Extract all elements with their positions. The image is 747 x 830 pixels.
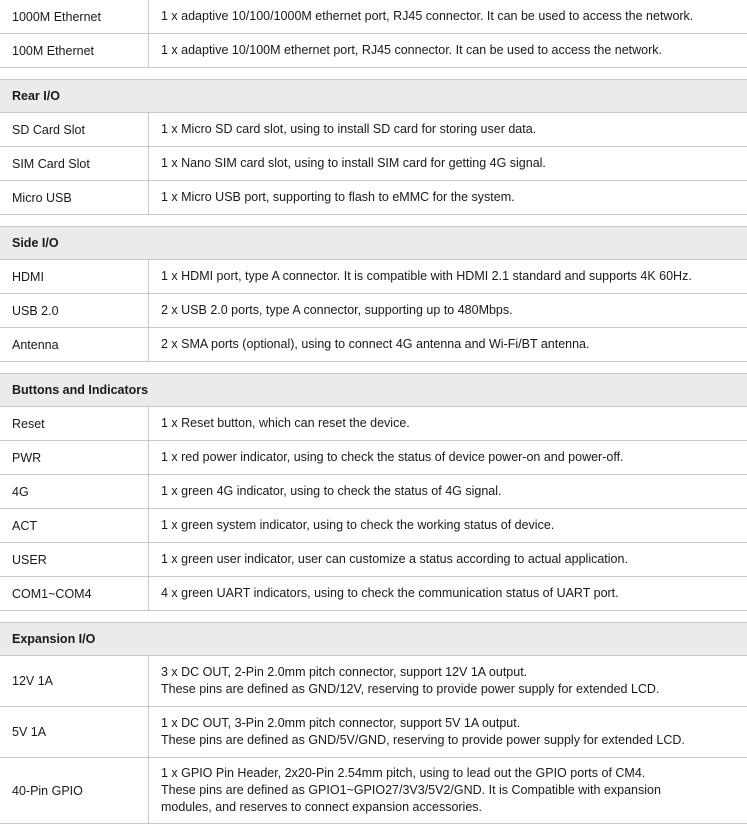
row-desc — [149, 577, 747, 610]
desc-line: 1 x Reset button, which can reset the device. — [161, 416, 410, 430]
row-desc — [149, 113, 747, 146]
desc-line: These pins are defined as GND/12V, reserving to provide power supply for extended LCD. — [161, 682, 660, 696]
desc-line: 1 x adaptive 10/100/1000M ethernet port, RJ45 connector. It can be used to access the network. — [161, 9, 694, 23]
row-desc — [149, 758, 747, 823]
section-header: Expansion I/O — [0, 623, 747, 656]
table-row — [0, 181, 747, 215]
row-name: PWR — [0, 441, 149, 474]
row-name: 1000M Ethernet — [0, 0, 149, 33]
row-name: Micro USB — [0, 181, 149, 214]
row-name: 100M Ethernet — [0, 34, 149, 67]
row-desc — [149, 260, 747, 293]
row-desc — [149, 294, 747, 327]
section-gap — [0, 611, 747, 623]
row-name: HDMI — [0, 260, 149, 293]
row-desc — [149, 656, 747, 706]
row-desc — [149, 181, 747, 214]
desc-line: 1 x GPIO Pin Header, 2x20-Pin 2.54mm pitch, using to lead out the GPIO ports of CM4. — [161, 766, 646, 780]
table-row — [0, 509, 747, 543]
row-desc — [149, 509, 747, 542]
section-gap — [0, 362, 747, 374]
desc-line: 1 x adaptive 10/100M ethernet port, RJ45 connector. It can be used to access the network. — [161, 43, 662, 57]
row-name: 5V 1A — [0, 707, 149, 757]
section-header: Rear I/O — [0, 80, 747, 113]
section-gap — [0, 215, 747, 227]
table-row — [0, 707, 747, 758]
table-row — [0, 475, 747, 509]
row-name: 4G — [0, 475, 149, 508]
row-desc — [149, 147, 747, 180]
table-row — [0, 260, 747, 294]
table-row — [0, 407, 747, 441]
row-desc — [149, 34, 747, 67]
row-desc — [149, 0, 747, 33]
row-name: SIM Card Slot — [0, 147, 149, 180]
desc-line: 1 x green 4G indicator, using to check the status of 4G signal. — [161, 484, 502, 498]
row-name: SD Card Slot — [0, 113, 149, 146]
table-row — [0, 328, 747, 362]
desc-line: 2 x SMA ports (optional), using to connect 4G antenna and Wi-Fi/BT antenna. — [161, 337, 590, 351]
row-name: USB 2.0 — [0, 294, 149, 327]
row-name: Antenna — [0, 328, 149, 361]
table-row — [0, 0, 747, 34]
table-row — [0, 441, 747, 475]
row-desc — [149, 441, 747, 474]
table-row — [0, 294, 747, 328]
table-row — [0, 34, 747, 68]
desc-line: 1 x Micro USB port, supporting to flash to eMMC for the system. — [161, 190, 515, 204]
section-header: Buttons and Indicators — [0, 374, 747, 407]
row-name: 12V 1A — [0, 656, 149, 706]
desc-line: 1 x DC OUT, 3-Pin 2.0mm pitch connector, support 5V 1A output. — [161, 716, 521, 730]
table-row — [0, 577, 747, 611]
desc-line: modules, and reserves to connect expansion accessories. — [161, 800, 483, 814]
section-header: Side I/O — [0, 227, 747, 260]
desc-line: These pins are defined as GND/5V/GND, reserving to provide power supply for extended LCD. — [161, 733, 685, 747]
table-row — [0, 147, 747, 181]
section-gap — [0, 68, 747, 80]
row-name: COM1~COM4 — [0, 577, 149, 610]
table-row — [0, 113, 747, 147]
desc-line: These pins are defined as GPIO1~GPIO27/3V3/5V2/GND. It is Compatible with expansion — [161, 783, 661, 797]
table-row — [0, 758, 747, 824]
desc-line: 4 x green UART indicators, using to check the communication status of UART port. — [161, 586, 619, 600]
row-desc — [149, 543, 747, 576]
row-name: USER — [0, 543, 149, 576]
desc-line: 1 x green user indicator, user can customize a status according to actual application. — [161, 552, 628, 566]
desc-line: 1 x Nano SIM card slot, using to install SIM card for getting 4G signal. — [161, 156, 546, 170]
desc-line: 2 x USB 2.0 ports, type A connector, supporting up to 480Mbps. — [161, 303, 513, 317]
desc-line: 1 x green system indicator, using to check the working status of device. — [161, 518, 555, 532]
row-desc — [149, 328, 747, 361]
row-desc — [149, 407, 747, 440]
table-row — [0, 656, 747, 707]
desc-line: 1 x HDMI port, type A connector. It is compatible with HDMI 2.1 standard and supports 4K 60Hz. — [161, 269, 692, 283]
table-row — [0, 543, 747, 577]
row-desc — [149, 707, 747, 757]
row-desc — [149, 475, 747, 508]
desc-line: 1 x Micro SD card slot, using to install SD card for storing user data. — [161, 122, 537, 136]
row-name: Reset — [0, 407, 149, 440]
desc-line: 1 x red power indicator, using to check the status of device power-on and power-off. — [161, 450, 624, 464]
row-name: 40-Pin GPIO — [0, 758, 149, 823]
desc-line: 3 x DC OUT, 2-Pin 2.0mm pitch connector, support 12V 1A output. — [161, 665, 528, 679]
row-name: ACT — [0, 509, 149, 542]
